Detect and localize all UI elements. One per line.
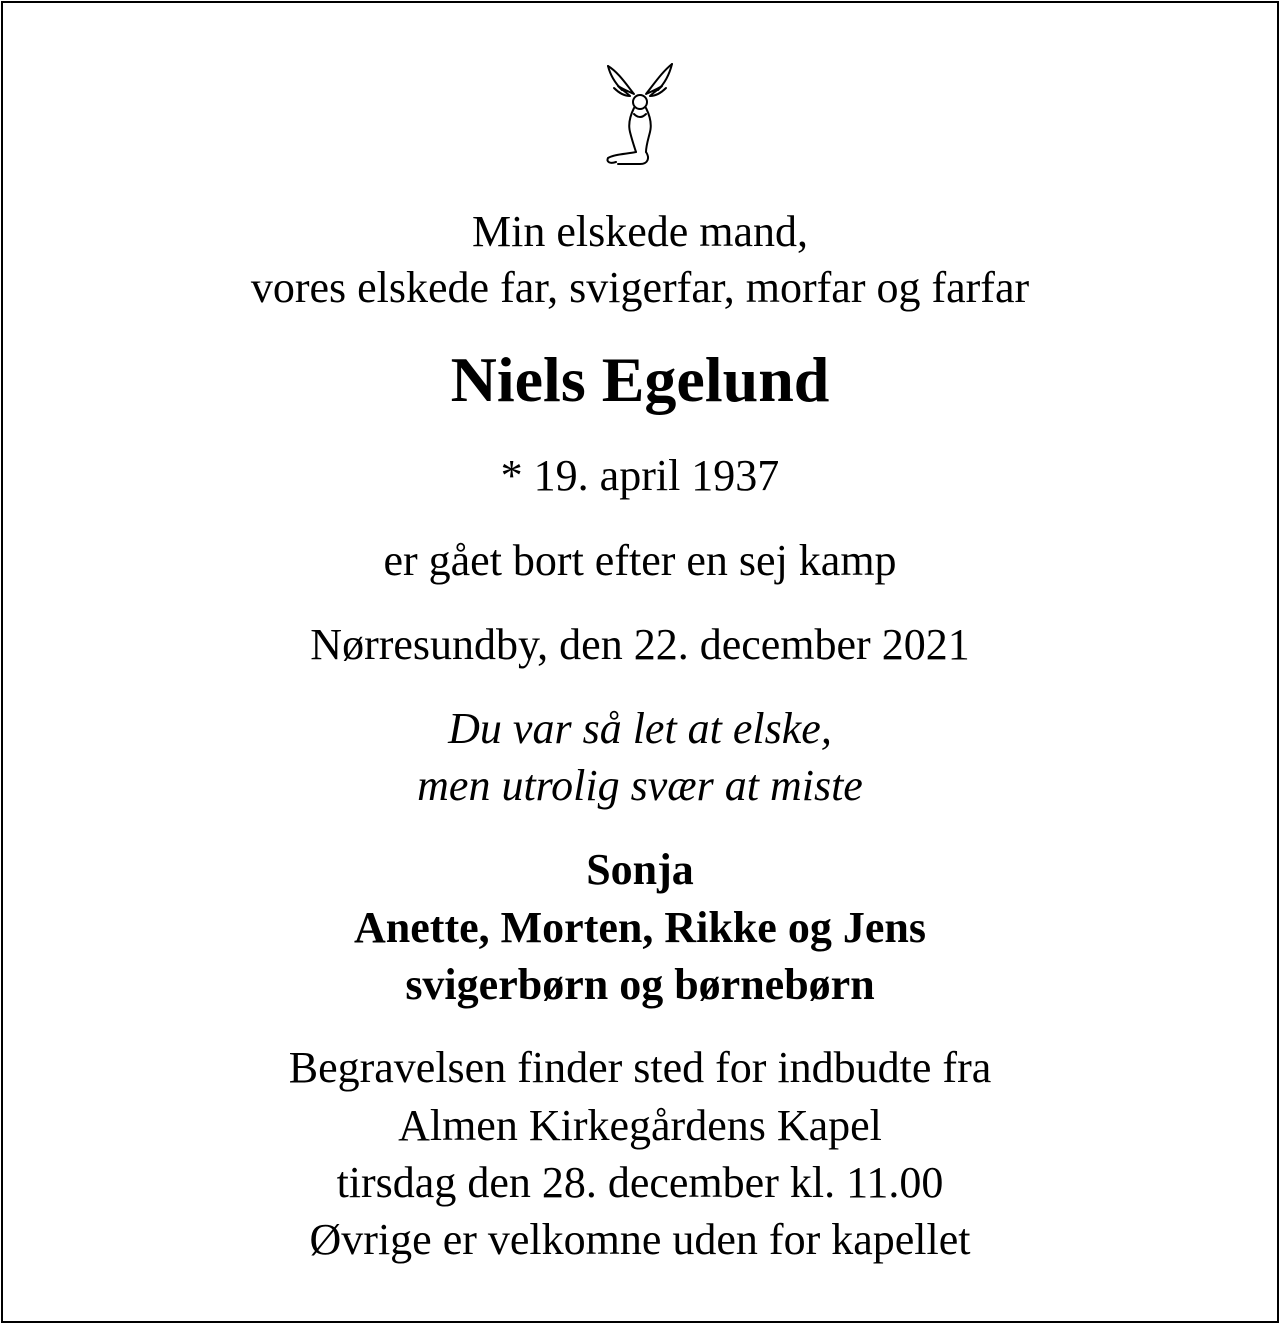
funeral-line-4: Øvrige er velkomne uden for kapellet [309,1215,971,1264]
signer-line-3: svigerbørn og børnebørn [405,960,875,1009]
intro-line-1: Min elskede mand, [471,207,809,256]
angel-icon [600,62,680,168]
birth-date: * 19. april 1937 [500,451,780,500]
deceased-name: Niels Egelund [450,344,830,415]
signer-line-2: Anette, Morten, Rikke og Jens [354,903,926,952]
intro-line-2: vores elskede far, svigerfar, morfar og farfar [250,263,1030,312]
place-and-date: Nørresundby, den 22. december 2021 [310,620,970,669]
funeral-line-2: Almen Kirkegårdens Kapel [398,1101,882,1150]
verse-line-2: men utrolig svær at miste [417,761,863,810]
signer-line-1: Sonja [586,845,694,894]
funeral-line-1: Begravelsen finder sted for indbudte fra [288,1043,992,1092]
funeral-line-3: tirsdag den 28. december kl. 11.00 [336,1158,944,1207]
passed-away-text: er gået bort efter en sej kamp [383,536,897,585]
verse-line-1: Du var så let at elske, [448,704,832,753]
